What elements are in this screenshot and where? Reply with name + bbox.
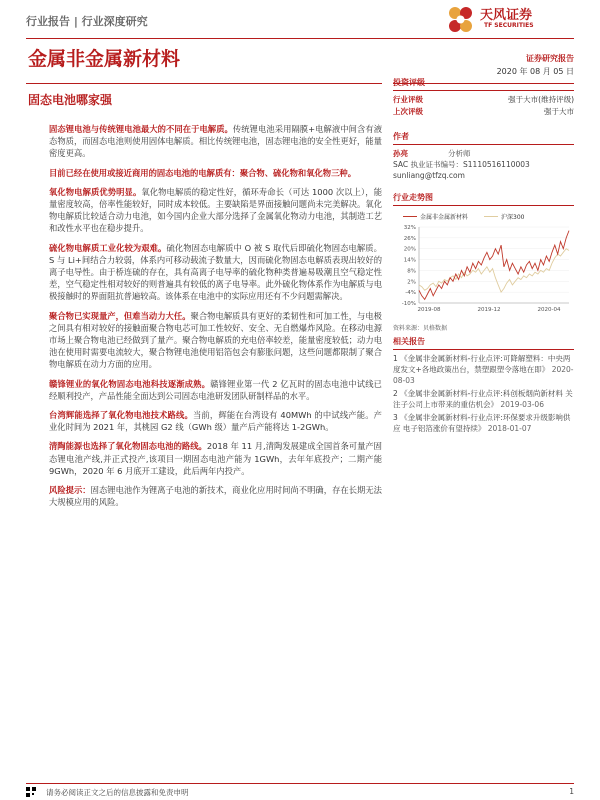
trend-section: [393, 192, 574, 332]
author-heading: 作者: [393, 131, 574, 145]
trend-heading: 行业走势图: [393, 192, 574, 206]
y-tick-label: -4%: [405, 290, 416, 297]
y-tick-label: 14%: [403, 257, 416, 264]
paragraph: 氧化物电解质优势明显。氧化物电解质的稳定性好，循环寿命长（可达 1000 次以上），能量密度较高，倍率性能较好，同时成本较低。主要缺陷是界面接触问题尚未完美解决。氧化物电解质比较适合动力电池，如今国内企业大部分选择了金属氧化物动力电池，其制造工艺和改性水平也在稳步提升。: [49, 186, 382, 234]
paragraph: 目前已经在使用或接近商用的固态电池的电解质有：聚合物、硫化物和氧化物三种。: [49, 167, 356, 178]
report-type: 证券研究报告: [526, 54, 574, 63]
y-tick-label: 20%: [403, 246, 416, 253]
page-title: 金属非金属新材料: [28, 48, 181, 70]
paragraph: 清陶能源也选择了氧化物固态电池的路线。2018 年 11 月,清陶发展建成全国首条可量产固态锂电池产线,并正式投产,该项目一期固态电池产能为 1GWh，去年年底投产；二期产能 9GWh，2020 年 6 月底开工建设，此后两年内投产。: [49, 441, 382, 476]
y-tick-label: 32%: [403, 225, 416, 231]
author-email[interactable]: sunliang@tfzq.com: [393, 171, 465, 180]
author-cert: SAC 执业证书编号：S1110516110003: [393, 160, 530, 169]
logo-name: 天风证券: [480, 8, 533, 23]
rating-row: 上次评级 强于大市: [393, 107, 574, 116]
paragraph: 聚合物已实现量产，但难当动力大任。聚合物电解质具有更好的柔韧性和可加工性，与电极之间具有相对较好的接触面聚合物电芯可加工性较好、安全、无自燃爆炸风险。在移动电源市场上聚合物电池已经做到了量产。聚合物电解质的充电倍率较差，能量密度较低；动力电池在使用时需要电流较大，聚合物锂电池使用铝箔包会有膨胀问题，这些问题都限制了聚合物电解质在动力方面的应用。: [49, 310, 382, 370]
author-section: [393, 131, 574, 181]
qr-code-icon: [26, 787, 36, 797]
y-tick-label: 26%: [403, 235, 416, 242]
paragraph: 赣锋锂业的氧化物固态电池科技逐渐成熟。赣锋锂业第一代 2 亿瓦时的固态电池中试线已经顺利投产，产品性能全面达到公司固态电池研发团队研制样品的水平。: [49, 378, 382, 401]
paragraph: 硫化物电解质工业化较为艰难。硫化物固态电解质中 O 被 S 取代后即硫化物固态电解质。S 与 Li+间结合力较弱，体系内可移动载流子数量大，因而硫化物固态电解质表现出较好的离子电导性。由于桥连硫的存在，具有高离子电导率的硫化物种类普遍易吸潮且空气稳定性差，空气稳定性相对较好的则普遍具有较低的离子电导率。此外硫化物体系作为电解质与电极接触时的界面阻抗普遍较高。该体系在电池中的实际应用还有不少问题需解决。: [49, 242, 382, 302]
x-tick-label: 2019-12: [477, 307, 501, 313]
series-line: [419, 231, 569, 300]
y-tick-label: 8%: [407, 268, 416, 275]
related-section: [393, 336, 574, 436]
trend-chart: [393, 223, 574, 319]
author-info: [393, 148, 574, 181]
paragraph: 台湾辉能选择了氧化物电池技术路线。当前，辉能在台湾设有 40MWh 的中试线产能。产业化时间为 2021 年，其桃园 G2 线（GWh 级）量产后产能将达 1-2GWh。: [49, 410, 382, 433]
paragraph: 固态锂电池与传统锂电池最大的不同在于电解质。传统锂电池采用隔膜+电解液中间含有液态物质，而固态电池则使用固体电解质。相比传统锂电池，固态锂电池的安全性更好，能量密度更高。: [49, 124, 382, 159]
report-date: 2020 年 08 月 05 日: [496, 67, 574, 76]
title-divider: [26, 83, 382, 84]
main-body: [49, 123, 382, 515]
footer-note: 请务必阅读正文之后的信息披露和免责申明: [46, 788, 189, 797]
footer: [26, 783, 574, 798]
y-tick-label: -10%: [401, 301, 416, 307]
header-divider: [26, 38, 574, 39]
report-category: 行业报告 | 行业深度研究: [26, 15, 148, 28]
author-role: 分析师: [448, 149, 471, 158]
logo-sub: TF SECURITIES: [484, 22, 534, 29]
related-item[interactable]: 3 《金属非金属新材料-行业点评:环保要求升级影响供应 电子铝箔涨价有望持续》 2018-01-07: [393, 413, 571, 433]
related-list: [393, 353, 574, 434]
author-name: 孙亮: [393, 149, 408, 158]
report-meta: [497, 52, 574, 78]
chart-source: 资料来源：贝格数据: [393, 325, 448, 332]
rating-section: [393, 77, 574, 118]
page-number: 1: [569, 787, 574, 796]
related-item[interactable]: 1 《金属非金属新材料-行业点评:可降解塑料：中央两度发文+各地政策出台，禁塑跟塑令落地在即》 2020-08-03: [393, 354, 574, 385]
paragraph: 风险提示：固态锂电池作为锂离子电池的新技术，商业化应用时间尚不明确，存在长期无法大规模应用的风险。: [49, 485, 382, 508]
page-subtitle: 固态电池哪家强: [28, 93, 113, 107]
related-item[interactable]: 2 《金属非金属新材料-行业点评:科创板烟尚新材料 关注子公司上市带来的重估机会》 2019-03-06: [393, 389, 573, 409]
chart-legend: [403, 212, 574, 221]
logo-mark-icon: [444, 4, 478, 38]
company-logo: [444, 4, 574, 38]
rating-row: 行业评级 强于大市(维持评级): [393, 95, 574, 104]
legend-item: 金属非金属新材料: [403, 212, 468, 221]
x-tick-label: 2019-08: [417, 307, 441, 313]
rating-heading: 投资评级: [393, 77, 574, 91]
x-tick-label: 2020-04: [537, 307, 561, 313]
related-heading: 相关报告: [393, 336, 574, 350]
y-tick-label: 2%: [407, 279, 416, 286]
legend-item: 沪深300: [484, 212, 524, 221]
